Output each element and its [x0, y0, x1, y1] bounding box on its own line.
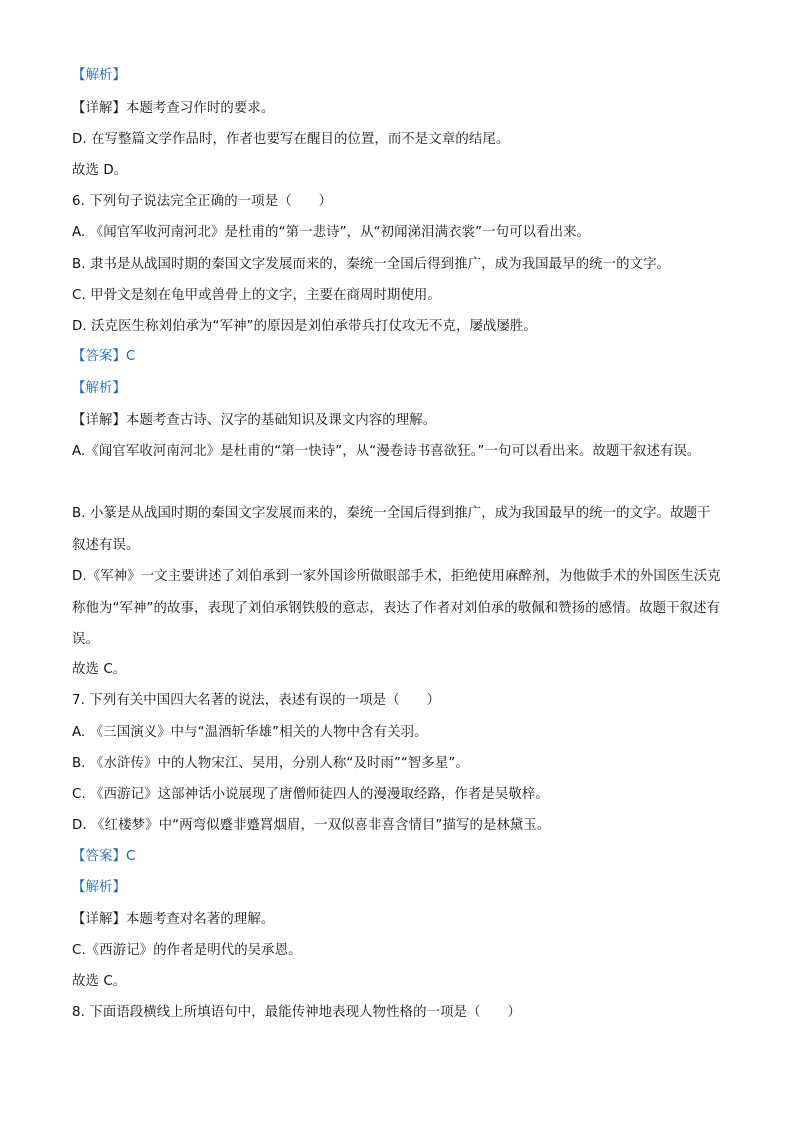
- question-8-stem: 8. 下面语段横线上所填语句中，最能传神地表现人物性格的一项是（ ）: [72, 1005, 522, 1020]
- question-6-option-d: D. 沃克医生称刘伯承为“军神”的原因是刘伯承带兵打仗攻无不克，屡战屡胜。: [72, 319, 537, 334]
- option-d-explanation: D. 在写整篇文学作品时，作者也要写在醒目的位置，而不是文章的结尾。: [72, 132, 510, 147]
- question-7-detail: 【详解】本题考查对名著的理解。: [72, 912, 275, 927]
- question-6-explanation-a: A.《闻官军收河南河北》是杜甫的“第一快诗”，从“漫卷诗书喜欲狂。”一句可以看出来。故题干叙述有误。: [72, 444, 701, 459]
- question-6-detail: 【详解】本题考查古诗、汉字的基础知识及课文内容的理解。: [72, 413, 437, 428]
- question-6-answer: 【答案】C: [72, 349, 136, 364]
- question-6-choice: 故选 C。: [72, 662, 127, 677]
- question-6-option-b: B. 隶书是从战国时期的秦国文字发展而来的，秦统一全国后得到推广，成为我国最早的统一的文字。: [72, 257, 671, 272]
- question-7-option-a: A. 《三国演义》中与“温酒斩华雄”相关的人物中含有关羽。: [72, 725, 428, 740]
- question-6-stem: 6. 下列句子说法完全正确的一项是（ ）: [72, 194, 333, 209]
- detail-text: 【详解】本题考查习作时的要求。: [72, 101, 275, 116]
- question-7-option-c: C. 《西游记》这部神话小说展现了唐僧师徒四人的漫漫取经路，作者是吴敬梓。: [72, 787, 549, 802]
- question-7-option-b: B. 《水浒传》中的人物宋江、吴用，分别人称“及时雨”“智多星”。: [72, 756, 469, 771]
- question-6-analysis-label: 【解析】: [72, 381, 126, 396]
- question-6-explanation-d: D.《军神》一文主要讲述了刘伯承到一家外国诊所做眼部手术，拒绝使用麻醉剂，为他做手术的外国医生沃克称他为“军神”的故事，表现了刘伯承钢铁般的意志，表达了作者对刘伯承的敬佩和赞扬的感情。故题干叙述有误。: [72, 569, 721, 647]
- question-7-choice: 故选 C。: [72, 974, 127, 989]
- question-7-explanation-c: C.《西游记》的作者是明代的吴承恩。: [72, 943, 302, 958]
- analysis-label: 【解析】: [72, 68, 126, 83]
- question-7-answer: 【答案】C: [72, 849, 136, 864]
- question-7-option-d: D. 《红楼梦》中“两弯似蹙非蹙罥烟眉，一双似喜非喜含情目”描写的是林黛玉。: [72, 818, 551, 833]
- answer-choice: 故选 D。: [72, 163, 128, 178]
- question-6-option-c: C. 甲骨文是刻在龟甲或兽骨上的文字，主要在商周时期使用。: [72, 288, 441, 303]
- question-6-option-a: A. 《闻官军收河南河北》是杜甫的“第一悲诗”，从“初闻涕泪满衣裳”一句可以看出来。: [72, 225, 591, 240]
- question-6-explanation-b: B. 小篆是从战国时期的秦国文字发展而来的，秦统一全国后得到推广，成为我国最早的统一的文字。故题干叙述有误。: [72, 506, 711, 553]
- question-7-analysis-label: 【解析】: [72, 880, 126, 895]
- question-7-stem: 7. 下列有关中国四大名著的说法，表述有误的一项是（ ）: [72, 693, 441, 708]
